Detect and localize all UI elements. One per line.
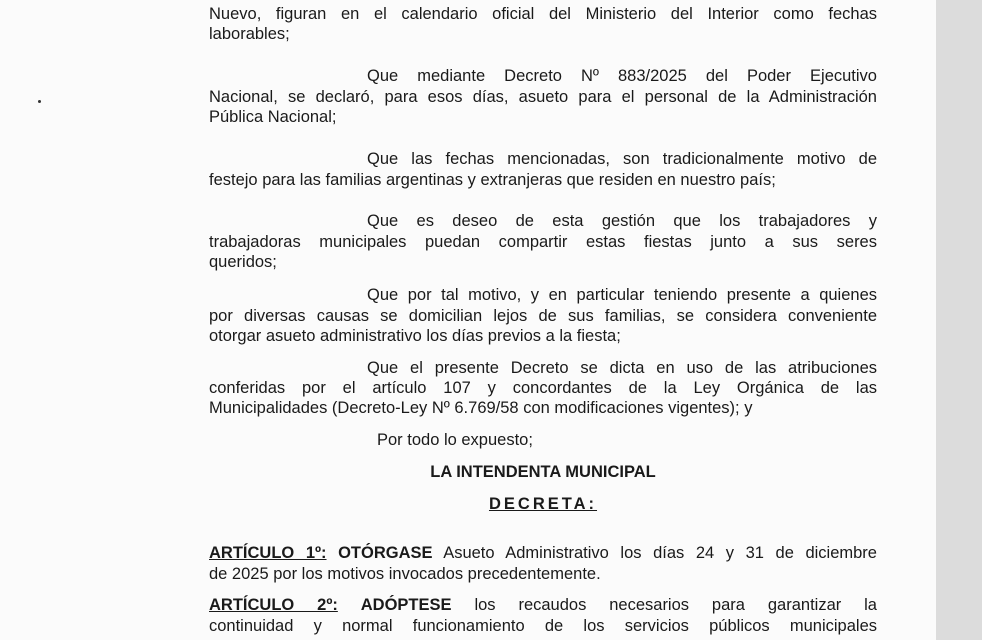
paragraph-line: laborables;: [209, 25, 290, 43]
article-1-line: [209, 543, 877, 563]
paragraph-line: Que el presente Decreto se dicta en uso de las atribuciones: [367, 359, 877, 377]
paragraph-line: Nuevo, figuran en el calendario oficial del Ministerio del Interior como fechas: [209, 5, 877, 23]
paragraph-line: Que las fechas mencionadas, son tradicionalmente motivo de: [367, 150, 877, 168]
article-verb: ADÓPTESE: [360, 596, 452, 614]
paragraph-line: Municipalidades (Decreto-Ley Nº 6.769/58 con modificaciones vigentes); y: [209, 399, 753, 417]
article-text: Asueto Administrativo los días 24 y 31 de diciembre: [432, 544, 877, 562]
decreta-heading: DECRETA:: [488, 495, 598, 513]
paragraph-line: conferidas por el artículo 107 y concordantes de la Ley Orgánica de las: [209, 379, 877, 397]
article-text: los recaudos necesarios para garantizar la: [451, 596, 877, 614]
article-label: ARTÍCULO 2º:: [209, 596, 338, 614]
paragraph-line: festejo para las familias argentinas y extranjeras que residen en nuestro país;: [209, 171, 776, 189]
paragraph-line: Nacional, se declaró, para esos días, asueto para el personal de la Administración: [209, 88, 877, 106]
paragraph-line: Que por tal motivo, y en particular teniendo presente a quienes: [367, 286, 877, 304]
paragraph-line: Que es deseo de esta gestión que los trabajadores y: [367, 212, 877, 230]
paragraph-line: queridos;: [209, 253, 277, 271]
paragraph-line: por diversas causas se domicilian lejos de sus familias, se considera conveniente: [209, 307, 877, 325]
article-2-line: [209, 595, 877, 615]
paragraph-line: Que mediante Decreto Nº 883/2025 del Poder Ejecutivo: [367, 67, 877, 85]
authority-heading: LA INTENDENTA MUNICIPAL: [430, 463, 656, 481]
paragraph-line: Por todo lo expuesto;: [377, 431, 533, 449]
article-1-continuation: de 2025 por los motivos invocados precedentemente.: [209, 565, 601, 583]
article-2-continuation: continuidad y normal funcionamiento de los servicios públicos municipales: [209, 617, 877, 635]
viewer-background-strip: [936, 0, 982, 640]
paragraph-line: Pública Nacional;: [209, 108, 337, 126]
paragraph-line: otorgar asueto administrativo los días previos a la fiesta;: [209, 327, 621, 345]
paragraph-line: trabajadoras municipales puedan compartir estas fiestas junto a sus seres: [209, 233, 877, 251]
scan-speck: [38, 100, 41, 103]
article-verb: OTÓRGASE: [338, 544, 433, 562]
article-label: ARTÍCULO 1º:: [209, 544, 327, 562]
